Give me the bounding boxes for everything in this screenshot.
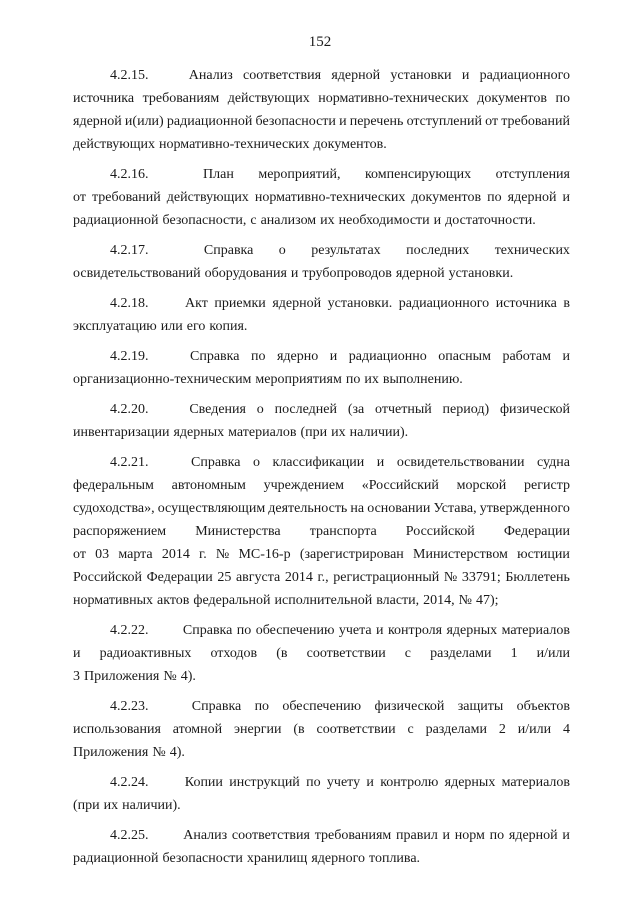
word: норм <box>454 828 485 843</box>
word: План <box>203 167 234 182</box>
word: Копии <box>184 775 223 790</box>
text-line <box>73 847 570 870</box>
word: их <box>103 798 119 813</box>
word: (за <box>347 402 365 417</box>
item-number: 4.2.20. <box>110 402 149 417</box>
word: Справка <box>182 623 233 638</box>
word: необходимости <box>338 213 430 228</box>
word: радиационно <box>348 349 427 364</box>
word: № <box>443 570 458 585</box>
word: МС-16-р <box>238 547 291 562</box>
word: ядерных <box>173 425 225 440</box>
word: ядерной <box>508 828 558 843</box>
word: классификации <box>272 455 365 470</box>
word: действующих <box>227 91 310 106</box>
word: наличии). <box>349 425 409 440</box>
word: исполнительной <box>274 593 373 608</box>
word: о <box>253 455 260 470</box>
text-line <box>73 398 570 421</box>
word: документов. <box>313 137 387 152</box>
word: Российской <box>405 524 475 539</box>
word: судна <box>537 455 570 470</box>
word: последней <box>274 402 337 417</box>
word: результатах <box>311 243 381 258</box>
text-line <box>73 262 570 285</box>
word: использования <box>73 722 161 737</box>
word: № <box>163 669 177 684</box>
word: эксплуатацию <box>73 319 157 334</box>
word: по <box>236 623 252 638</box>
word: отходов <box>210 646 258 661</box>
text-line <box>73 209 570 232</box>
word: наличии). <box>122 798 181 813</box>
word: по <box>250 349 266 364</box>
word: учреждением <box>263 478 344 493</box>
word: и/или <box>536 646 570 661</box>
text-line <box>73 718 570 741</box>
word: и/или <box>517 722 552 737</box>
word: компенсирующих <box>364 167 472 182</box>
word: их <box>364 372 379 387</box>
word: ядерной <box>395 266 445 281</box>
word: материалов <box>228 425 297 440</box>
word: контролю <box>380 775 439 790</box>
word: № <box>215 547 230 562</box>
list-item <box>73 345 570 391</box>
word: отступлений <box>406 114 482 129</box>
word: о <box>278 243 286 258</box>
word: Справка <box>203 243 254 258</box>
text-line <box>73 451 570 474</box>
word: достаточности. <box>445 213 536 228</box>
word: 2 <box>498 722 506 737</box>
word: с <box>250 213 257 228</box>
word: Приложения <box>73 745 149 760</box>
word: Справка <box>190 349 240 364</box>
word: морской <box>456 478 507 493</box>
word: мероприятиям <box>255 372 342 387</box>
word: по <box>254 699 270 714</box>
text-line <box>73 665 570 688</box>
text-line <box>73 421 570 444</box>
word: 47); <box>476 593 499 608</box>
item-number: 4.2.16. <box>110 167 149 182</box>
word: (зарегистрирован <box>299 547 404 562</box>
word: источника <box>495 296 557 311</box>
word: документов <box>477 91 547 106</box>
word: № <box>152 745 166 760</box>
word: требованиям <box>314 828 392 843</box>
word: соответствии <box>316 722 396 737</box>
word: защиты <box>457 699 504 714</box>
text-line <box>73 292 570 315</box>
item-number: 4.2.17. <box>110 243 149 258</box>
word: последних <box>406 243 470 258</box>
list-item <box>73 771 570 817</box>
item-number: 4.2.22. <box>110 623 149 638</box>
word: Справка <box>191 699 242 714</box>
word: Устава, <box>433 501 477 516</box>
word: и <box>562 349 570 364</box>
word: по <box>306 775 321 790</box>
word: трубопроводов <box>302 266 392 281</box>
word: и <box>376 623 384 638</box>
word: ядерного <box>311 851 366 866</box>
word: судоходства», <box>73 501 155 516</box>
word: работам <box>502 349 551 364</box>
word: г. <box>199 547 207 562</box>
word: радиационной <box>166 114 253 129</box>
word: атомной <box>172 722 223 737</box>
word: и <box>433 213 442 228</box>
word: технических <box>494 243 570 258</box>
word: безопасности, <box>162 213 247 228</box>
word: и <box>366 775 374 790</box>
word: 3 <box>73 669 80 684</box>
word: анализом <box>260 213 317 228</box>
word: радиационной <box>73 851 159 866</box>
word: разделами <box>425 722 487 737</box>
word: учета <box>338 623 372 638</box>
word: по <box>487 190 502 205</box>
word: 03 <box>95 547 110 562</box>
word: их <box>320 213 335 228</box>
word: 2014, <box>423 593 455 608</box>
text-line <box>73 110 570 133</box>
text-line <box>73 163 570 186</box>
word: (в <box>293 722 305 737</box>
word: (при <box>73 798 100 813</box>
word: требованиям <box>142 91 220 106</box>
text-line <box>73 186 570 209</box>
text-line <box>73 315 570 338</box>
word: требований <box>501 114 570 129</box>
word: регистр <box>524 478 570 493</box>
word: «Российский <box>361 478 439 493</box>
word: ядерно <box>276 349 319 364</box>
item-number: 4.2.19. <box>110 349 149 364</box>
text-line <box>73 368 570 391</box>
list-item <box>73 824 570 870</box>
word: 33791; <box>461 570 501 585</box>
word: учету <box>326 775 361 790</box>
list-item <box>73 398 570 444</box>
word: от <box>485 114 499 129</box>
text-line <box>73 133 570 156</box>
word: нормативно-технических <box>159 137 310 152</box>
word: основании <box>367 501 431 516</box>
word: и <box>73 646 81 661</box>
list-item <box>73 695 570 764</box>
word: соответствия <box>231 828 310 843</box>
word: действующих <box>166 190 249 205</box>
word: Федерации <box>146 570 213 585</box>
word: с <box>404 646 412 661</box>
word: контроля <box>387 623 443 638</box>
word: установки <box>390 68 452 83</box>
item-number: 4.2.21. <box>110 455 149 470</box>
word: хранилищ <box>246 851 308 866</box>
word: с <box>407 722 414 737</box>
word: перечень <box>349 114 404 129</box>
word: радиационного <box>398 296 490 311</box>
word: (в <box>276 646 288 661</box>
text-line <box>73 794 570 817</box>
text-line <box>73 642 570 665</box>
word: разделами <box>430 646 492 661</box>
word: приемки <box>214 296 266 311</box>
word: действующих <box>73 137 156 152</box>
word: федеральной <box>193 593 271 608</box>
word: нормативно-технических <box>254 190 406 205</box>
word: и(или) <box>124 114 164 129</box>
word: материалов <box>501 775 570 790</box>
word: правил <box>396 828 438 843</box>
item-number: 4.2.25. <box>110 828 149 843</box>
word: безопасности <box>255 114 336 129</box>
document-body <box>73 64 570 877</box>
list-item <box>73 292 570 338</box>
text-line <box>73 345 570 368</box>
word: физической <box>499 402 570 417</box>
word: Бюллетень <box>505 570 570 585</box>
word: материалов <box>501 623 570 638</box>
word: 2014 <box>284 570 313 585</box>
word: и <box>442 828 451 843</box>
word: юстиции <box>517 547 570 562</box>
list-item <box>73 451 570 612</box>
text-line <box>73 520 570 543</box>
text-line <box>73 87 570 110</box>
word: от <box>73 547 86 562</box>
word: нормативно-технических <box>318 91 469 106</box>
word: по <box>345 372 361 387</box>
word: или <box>160 319 183 334</box>
word: и <box>562 828 570 843</box>
word: Министерства <box>195 524 281 539</box>
word: г., <box>317 570 329 585</box>
word: в <box>563 296 570 311</box>
word: установки. <box>327 296 393 311</box>
word: отчетный <box>375 402 432 417</box>
word: источника <box>73 91 135 106</box>
word: (при <box>300 425 328 440</box>
word: обеспечению <box>255 623 335 638</box>
word: мероприятий, <box>258 167 341 182</box>
word: федеральным <box>73 478 154 493</box>
word: 1 <box>510 646 518 661</box>
word: Акт <box>185 296 208 311</box>
word: энергии <box>234 722 282 737</box>
word: Анализ <box>183 828 228 843</box>
word: 25 <box>217 570 232 585</box>
text-line <box>73 695 570 718</box>
word: физической <box>374 699 445 714</box>
word: ядерной <box>272 296 322 311</box>
text-line <box>73 589 570 612</box>
text-line <box>73 619 570 642</box>
word: ядерных <box>446 623 498 638</box>
item-number: 4.2.18. <box>110 296 149 311</box>
word: ядерной <box>331 68 381 83</box>
word: его <box>186 319 206 334</box>
word: установки. <box>448 266 514 281</box>
word: ядерной <box>73 114 122 129</box>
word: и <box>329 349 338 364</box>
word: № <box>458 593 473 608</box>
word: организационно-техническим <box>73 372 252 387</box>
word: радиоактивных <box>99 646 192 661</box>
word: документов <box>411 190 482 205</box>
word: 2014 <box>161 547 190 562</box>
word: автономным <box>171 478 246 493</box>
text-line <box>73 771 570 794</box>
item-number: 4.2.24. <box>110 775 149 790</box>
text-line <box>73 543 570 566</box>
word: опасным <box>438 349 491 364</box>
text-line <box>73 741 570 764</box>
word: Приложения <box>84 669 160 684</box>
word: осуществляющим <box>157 501 266 516</box>
word: их <box>331 425 346 440</box>
word: по <box>489 828 505 843</box>
list-item <box>73 64 570 156</box>
word: освидетельствовании <box>396 455 525 470</box>
word: Российской <box>73 570 142 585</box>
word: соответствии <box>306 646 386 661</box>
word: власти, <box>376 593 420 608</box>
word: 4). <box>180 669 196 684</box>
word: актов <box>157 593 190 608</box>
word: распоряжением <box>73 524 167 539</box>
text-line <box>73 64 570 87</box>
word: Министерством <box>413 547 508 562</box>
word: от <box>73 190 86 205</box>
word: марта <box>118 547 153 562</box>
list-item <box>73 239 570 285</box>
word: регистрационный <box>333 570 440 585</box>
text-line <box>73 239 570 262</box>
text-line <box>73 824 570 847</box>
word: и <box>376 455 385 470</box>
word: топлива. <box>369 851 421 866</box>
word: Анализ <box>188 68 233 83</box>
word: копия. <box>209 319 248 334</box>
page-number: 152 <box>308 34 332 50</box>
word: период) <box>442 402 490 417</box>
text-line <box>73 497 570 520</box>
word: деятельность <box>268 501 348 516</box>
word: отступления <box>495 167 570 182</box>
word: утвержденного <box>479 501 570 516</box>
word: безопасности <box>162 851 243 866</box>
word: ядерной <box>507 190 557 205</box>
word: о <box>256 402 264 417</box>
word: 4). <box>169 745 185 760</box>
word: Справка <box>191 455 241 470</box>
word: и <box>339 114 347 129</box>
word: Сведения <box>189 402 246 417</box>
list-item <box>73 163 570 232</box>
word: требований <box>91 190 161 205</box>
word: радиационной <box>73 213 159 228</box>
word: оборудования <box>204 266 287 281</box>
word: по <box>555 91 570 106</box>
text-line <box>73 474 570 497</box>
word: выполнению. <box>382 372 463 387</box>
word: ядерных <box>444 775 496 790</box>
word: инструкций <box>229 775 300 790</box>
word: освидетельствований <box>73 266 201 281</box>
word: обеспечению <box>282 699 362 714</box>
word: радиационного <box>479 68 570 83</box>
word: нормативных <box>73 593 154 608</box>
item-number: 4.2.23. <box>110 699 149 714</box>
word: транспорта <box>309 524 377 539</box>
word: объектов <box>516 699 570 714</box>
word: и <box>461 68 470 83</box>
text-line <box>73 566 570 589</box>
word: инвентаризации <box>73 425 170 440</box>
word: августа <box>235 570 281 585</box>
word: 4 <box>562 722 570 737</box>
word: соответствия <box>243 68 322 83</box>
item-number: 4.2.15. <box>110 68 149 83</box>
word: Федерации <box>503 524 570 539</box>
word: и <box>290 266 299 281</box>
word: на <box>350 501 365 516</box>
word: и <box>562 190 570 205</box>
list-item <box>73 619 570 688</box>
